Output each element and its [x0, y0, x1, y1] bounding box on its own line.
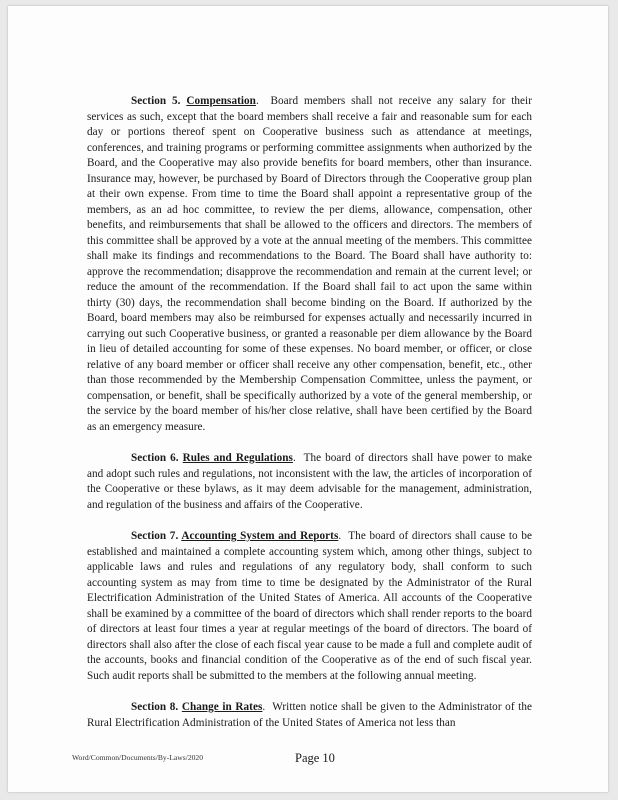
section-8-paragraph: Section 8. Change in Rates. Written notice shall be given to the Administrator of the Rural Electrification Administration of the United States of America not less than [87, 701, 532, 729]
section-label: Section 6 [131, 452, 176, 464]
bylaws-body [87, 94, 532, 747]
section-7 [87, 529, 532, 684]
section-8 [87, 700, 532, 731]
section-title: Change in Rates [181, 701, 263, 713]
section-body: Board members shall not receive any salary for their services as such, except that the board members shall receive a fair and reasonable sum for each day or portions thereof spent on Cooperative business such as attendance at meetings, conferences, and training programs or performing committee assignments when authorized by the Board, and the Cooperative may also provide benefits for board members, other than insurance. Insurance may, however, be purchased by Board of Directors through the Cooperative group plan at their own expense. From time to time the Board shall appoint a representative group of the members, as an ad hoc committee, to review the per diems, allowance, compensation, other benefits, and reimbursements that shall be allowed to the officers and directors. The members of this committee shall be approved by a vote at the annual meeting of the members. This committee shall make its findings and recommendations to the Board. The Board shall have authority to: approve the recommendation; disapprove the recommendation and remain at the current level; or reduce the amount of the recommendation. If the Board shall fail to act upon the same within thirty (30) days, the recommendation shall become binding on the Board. If authorized by the Board, board members may also be reimbursed for expenses actually and necessarily incurred in carrying out such Cooperative business, or granted a reasonable per diem allowance by the Board in lieu of detailed accounting for some of these expenses. No board member, or officer, or close relative of any board member or officer shall receive any other compensation, benefit, etc., other than those recommended by the Membership Compensation Committee, unless the payment, or compensation, or benefit, shall be specifically authorized by a vote of the general membership, or the service by the board member of his/her close relative, shall have been certified by the Board as an emergency measure. [87, 95, 532, 433]
section-6-paragraph: Section 6. Rules and Regulations. The board of directors shall have power to make and adopt such rules and regulations, not inconsistent with the law, the articles of incorporation of the Cooperative or these bylaws, as it may deem advisable for the management, administration, and regulation of the business and affairs of the Cooperative. [87, 452, 532, 511]
page-number: Page 10 [295, 751, 335, 765]
section-title: Accounting System and Reports [181, 530, 339, 542]
section-6 [87, 451, 532, 513]
document-page [8, 6, 608, 792]
footer-file-path: Word/Common/Documents/By-Laws/2020 [72, 753, 204, 762]
section-title: Rules and Regulations [182, 452, 293, 464]
section-label: Section 5 [131, 95, 178, 107]
section-body: Written notice shall be given to the Administrator of the Rural Electrification Administration of the United States of America not less than [87, 701, 532, 729]
section-label: Section 8 [131, 701, 176, 713]
section-7-paragraph: Section 7. Accounting System and Reports. The board of directors shall cause to be established and maintained a complete accounting system which, among other things, subject to applicable laws and rules and regulations of any regulatory body, shall conform to such accounting system as may from time to time be designated by the Administrator of the Rural Electrification Administration of the United States of America. All accounts of the Cooperative shall be examined by a committee of the board of directors which shall render reports to the board of directors at least four times a year at regular meetings of the board of directors. The board of directors shall also after the close of each fiscal year cause to be made a full and complete audit of the accounts, books and financial condition of the Cooperative as of the end of such fiscal year. Such audit reports shall be submitted to the members at the following annual meeting. [87, 530, 532, 682]
section-5-paragraph: Section 5. Compensation. Board members shall not receive any salary for their services as such, except that the board members shall receive a fair and reasonable sum for each day or portions thereof spent on Cooperative business such as attendance at meetings, conferences, and training programs or performing committee assignments when authorized by the Board, and the Cooperative may also provide benefits for board members, other than insurance. Insurance may, however, be purchased by Board of Directors through the Cooperative group plan at their own expense. From time to time the Board shall appoint a representative group of the members, as an ad hoc committee, to review the per diems, allowance, compensation, other benefits, and reimbursements that shall be allowed to the officers and directors. The members of this committee shall be approved by a vote at the annual meeting of the members. This committee shall make its findings and recommendations to the Board. The Board shall have authority to: approve the recommendation; disapprove the recommendation and remain at the current level; or reduce the amount of the recommendation. If the Board shall fail to act upon the same within thirty (30) days, the recommendation shall become binding on the Board. If authorized by the Board, board members may also be reimbursed for expenses actually and necessarily incurred in carrying out such Cooperative business, or granted a reasonable per diem allowance by the Board in lieu of detailed accounting for some of these expenses. No board member, or officer, or close relative of any board member or officer shall receive any other compensation, benefit, etc., other than those recommended by the Membership Compensation Committee, unless the payment, or compensation, or benefit, shall be specifically authorized by a vote of the general membership, or the service by the board member of his/her close relative, shall have been certified by the Board as an emergency measure. [87, 95, 532, 433]
section-title: Compensation [186, 95, 256, 107]
section-label: Section 7 [131, 530, 176, 542]
section-5 [87, 94, 532, 435]
section-body: The board of directors shall have power to make and adopt such rules and regulations, not inconsistent with the law, the articles of incorporation of the Cooperative or these bylaws, as it may deem advisable for the management, administration, and regulation of the business and affairs of the Cooperative. [87, 452, 532, 511]
section-body: The board of directors shall cause to be established and maintained a complete accounting system which, among other things, subject to applicable laws and rules and regulations of any regulatory body, shall conform to such accounting system as may from time to time be designated by the Administrator of the Rural Electrification Administration of the United States of America. All accounts of the Cooperative shall be examined by a committee of the board of directors which shall render reports to the board of directors at least four times a year at regular meetings of the board of directors. The board of directors shall also after the close of each fiscal year cause to be made a full and complete audit of the accounts, books and financial condition of the Cooperative as of the end of such fiscal year. Such audit reports shall be submitted to the members at the following annual meeting. [87, 530, 532, 682]
